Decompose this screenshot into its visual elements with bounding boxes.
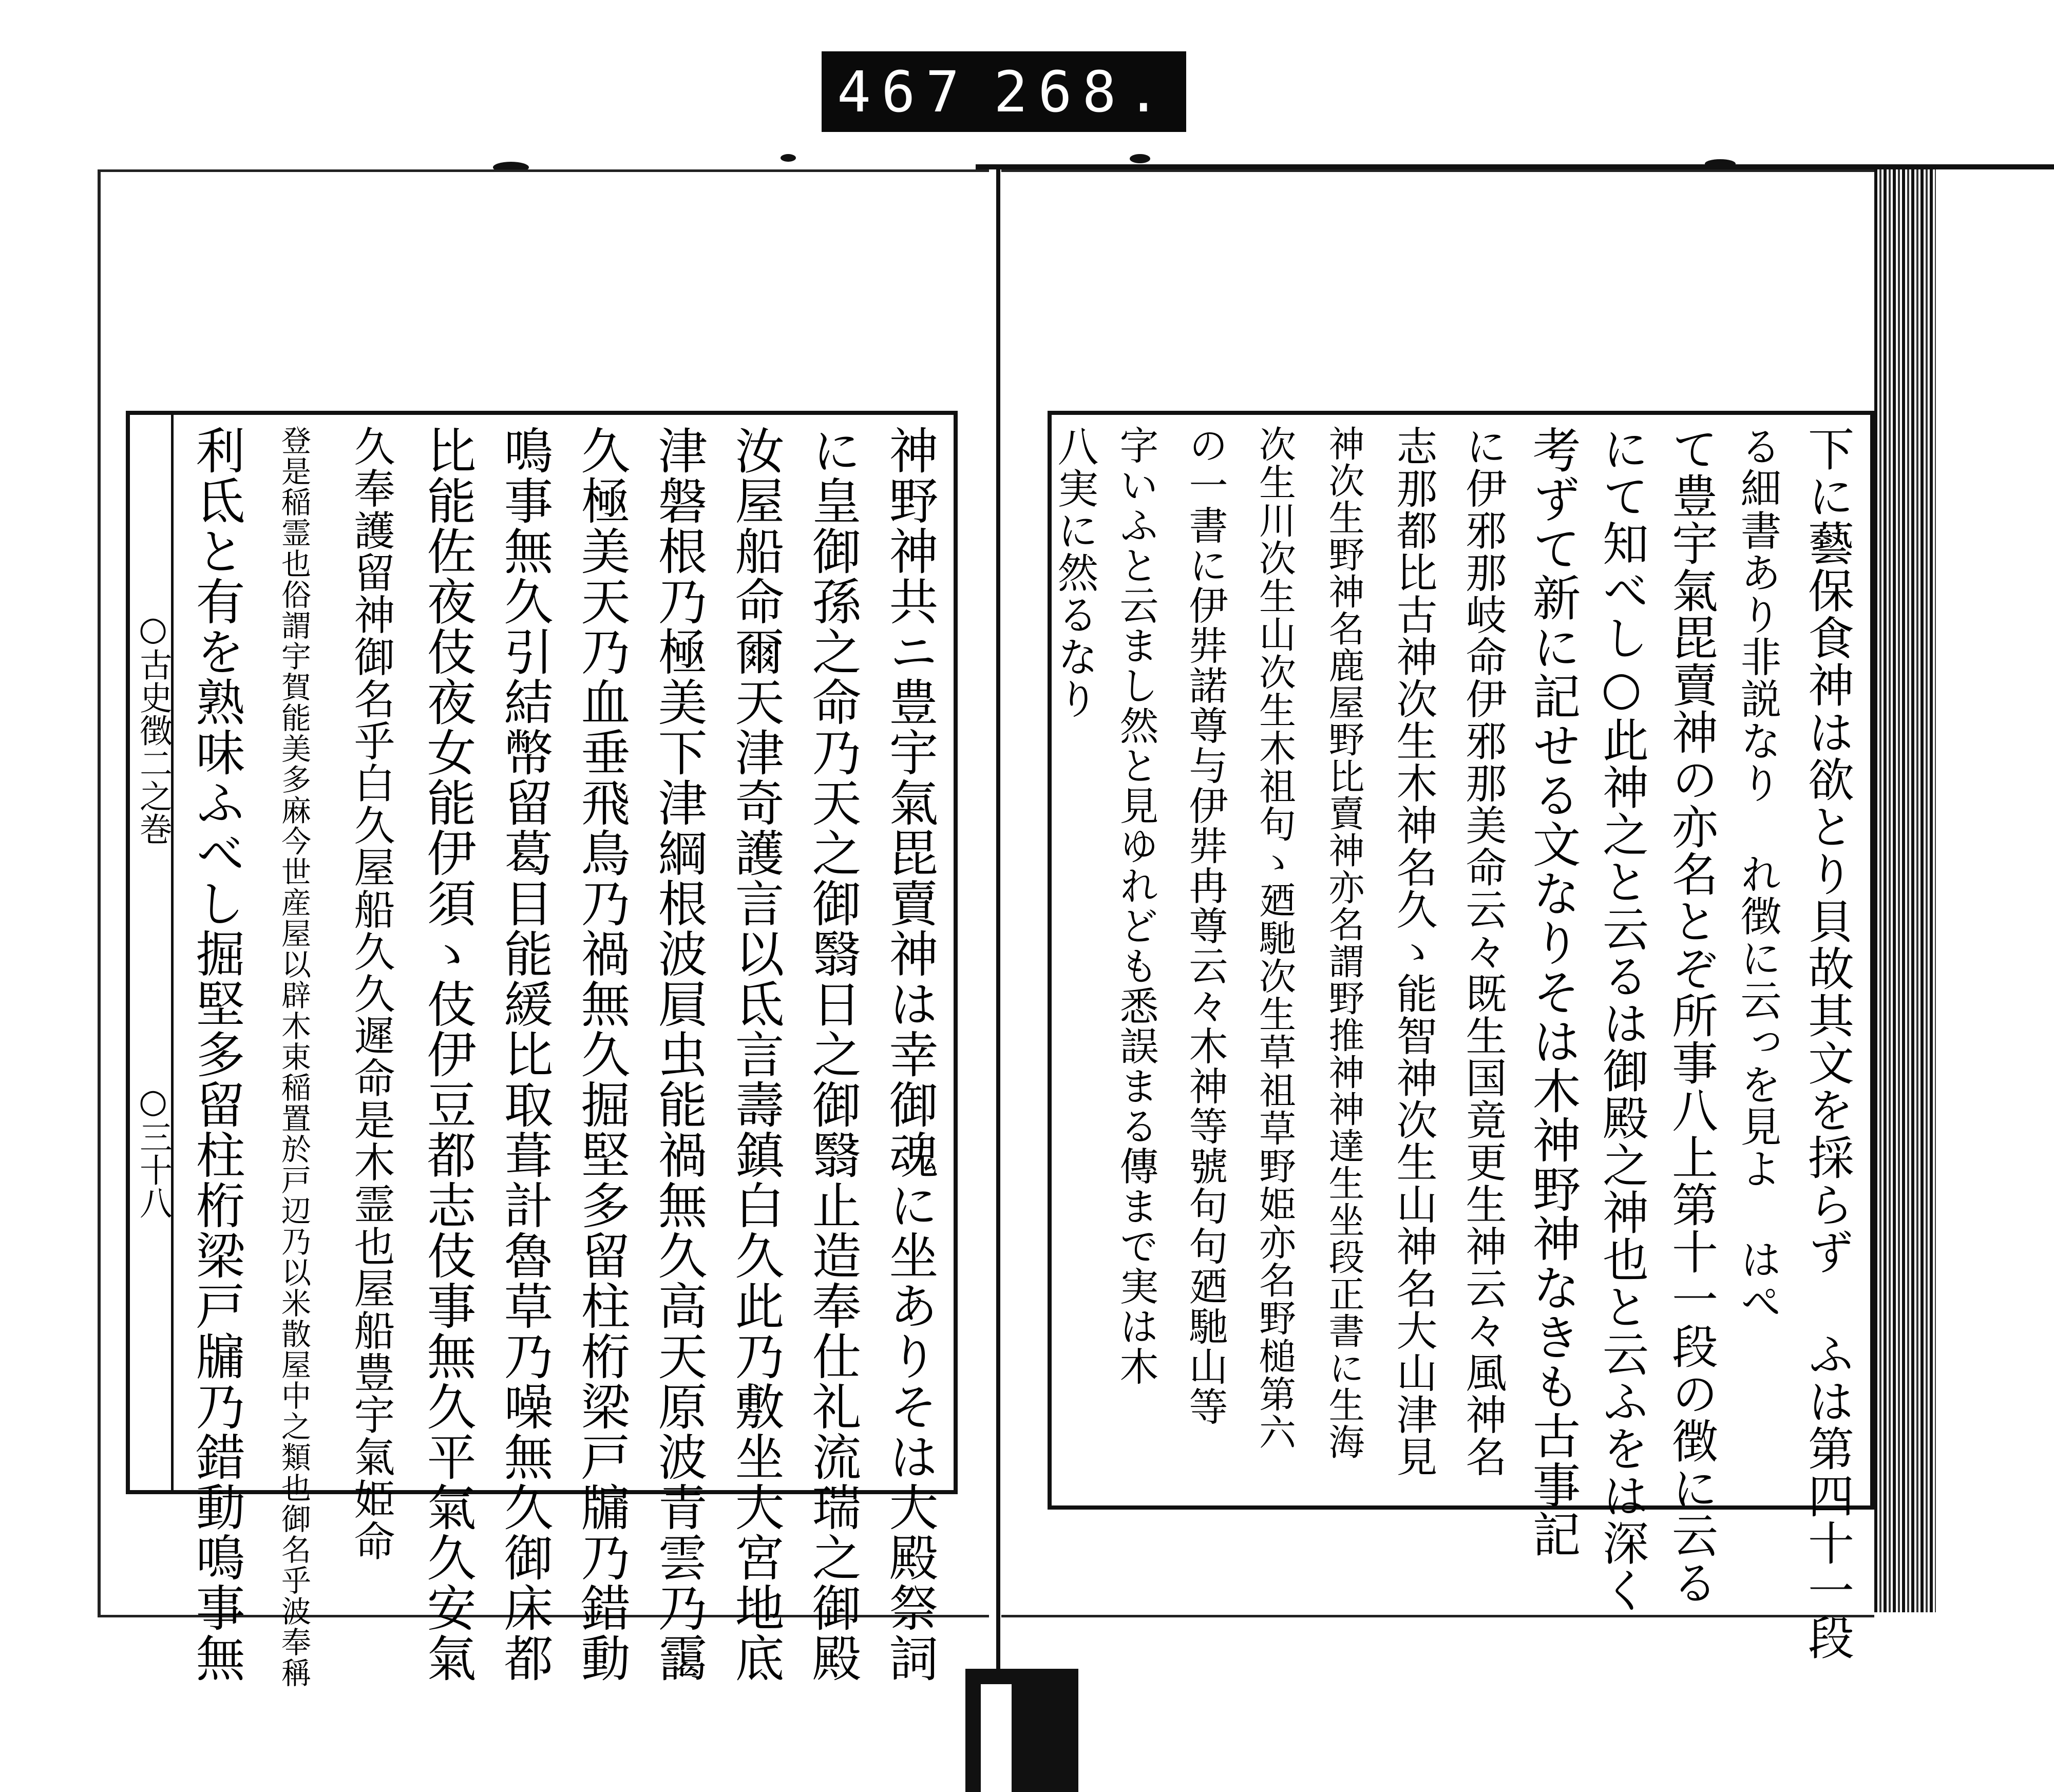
right-text-frame — [1048, 411, 1874, 1661]
text-column: 鳴事無久引結幣留葛目能緩比取葺計魯草乃噪無久御床都 — [496, 425, 554, 1683]
text-column: 字いふと云まし然と見ゆれども悉誤まる傳まで実は木 — [1113, 425, 1159, 1386]
spine-center-line — [996, 164, 1000, 1705]
text-column: 次生川次生山次生木祖句ゝ廼馳次生草祖草野姫亦名野槌第六 — [1253, 425, 1296, 1451]
top-binding-line — [976, 164, 2054, 169]
text-column: の一書に伊弉諾尊与伊弉冉尊云々木神等號句句廼馳山等 — [1183, 425, 1228, 1426]
text-column: 比能佐夜伎夜女能伊須ゝ伎伊豆都志伎事無久平氣久安氣 — [419, 425, 477, 1683]
binding-notch — [981, 1684, 1012, 1792]
text-column: 神次生野神名鹿屋野比賣神亦名謂野推神神達生坐段正書に生海 — [1323, 425, 1365, 1460]
text-column: 久極美天乃血垂飛鳥乃禍無久掘堅多留柱桁梁戸牖乃錯動 — [573, 425, 631, 1683]
text-column: 登是稲霊也俗謂宇賀能美多麻今世産屋以辟木束稲置於戸辺乃以米散屋中之類也御名乎波奉稱 — [276, 425, 311, 1688]
text-column: 下に藝保食神は欲とり貝故其文を採らず ふは第四十一段 — [1800, 425, 1854, 1661]
text-column: 志那都比古神次生木神名久ゝ能智神次生山神名大山津見 — [1390, 425, 1437, 1478]
page-edge-stack — [1874, 169, 1936, 1612]
left-text-frame — [126, 411, 958, 1688]
text-column: 利氐と有を熟味ふべし掘堅多留柱桁梁戸牖乃錯動鳴事無 — [188, 425, 245, 1683]
scan-speck — [781, 154, 796, 162]
text-column: 考ずて新に記せる文なりそは木神野神なきも古事記 — [1524, 425, 1580, 1559]
volume-title: ○古史徴二之巻 — [134, 610, 172, 845]
scan-speck — [1130, 154, 1150, 163]
page-number: ○三十八 — [134, 1082, 172, 1219]
archive-label-plate — [822, 51, 1186, 132]
text-column: 津磐根乃極美下津綱根波屓虫能禍無久高天原波青雲乃靄 — [650, 425, 708, 1683]
label-number-right: 268. — [994, 59, 1171, 125]
margin-rule — [171, 415, 174, 1490]
text-column: 汝屋船命爾天津奇護言以氐言壽鎮白久此乃敷坐大宮地底 — [727, 425, 785, 1683]
text-column: にて知べし○此神之と云るは御殿之神也と云ふをは深く — [1594, 425, 1648, 1614]
text-column: て豊宇氣毘賣神の亦名とぞ所事八上第十一段の徴に云る — [1664, 425, 1718, 1606]
text-column: に伊邪那岐命伊邪那美命云々既生国竟更生神云々風神名 — [1459, 425, 1507, 1478]
text-column: 八実に然るなり — [1051, 425, 1098, 720]
lower-binding-mark — [965, 1669, 1078, 1792]
text-column: 神野神共ニ豊宇氣毘賣神は幸御魂に坐ありそは大殿祭詞 — [881, 425, 939, 1683]
text-column: に皇御孫之命乃天之御翳日之御翳止造奉仕礼流瑞之御殿 — [804, 425, 862, 1683]
text-column: る細書あり非説なり れ徴に云っを見よ はぺ — [1734, 425, 1781, 1323]
label-number-left: 467 — [837, 59, 970, 125]
text-column: 久奉護留神御名乎白久屋船久久遲命是木霊也屋船豊宇氣姫命 — [347, 425, 395, 1562]
